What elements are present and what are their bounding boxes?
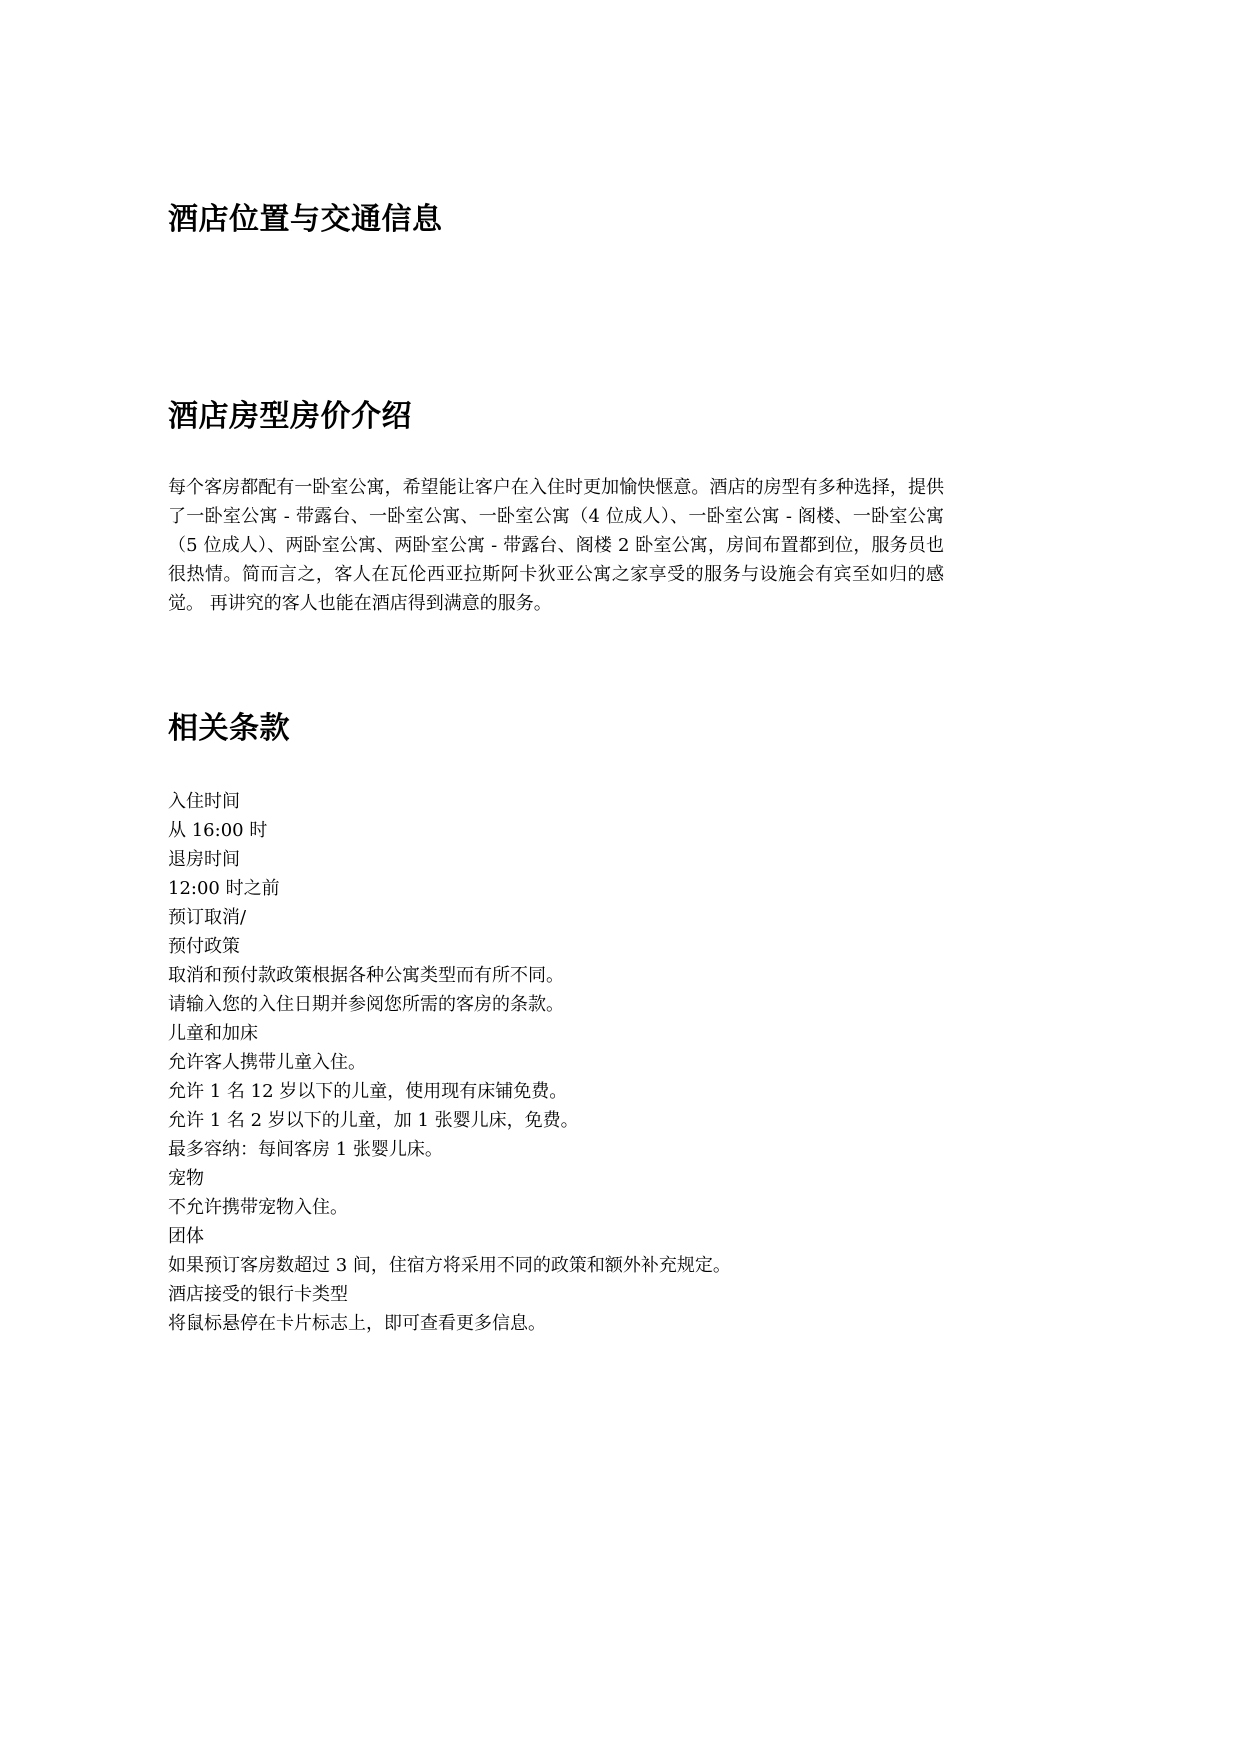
terms-heading: 相关条款 <box>168 711 290 746</box>
terms-line: 退房时间 <box>168 849 240 870</box>
terms-line: 最多容纳：每间客房 1 张婴儿床。 <box>168 1139 443 1160</box>
rooms-heading: 酒店房型房价介绍 <box>168 399 412 434</box>
rooms-intro-paragraph: 每个客房都配有一卧室公寓，希望能让客户在入住时更加愉快惬意。酒店的房型有多种选择，提供了一卧室公寓 - 带露台、一卧室公寓、一卧室公寓（4 位成人）、一卧室公寓 - 阁楼、一卧室公寓（5 位成人）、两卧室公寓、两卧室公寓 - 带露台、阁楼 2 卧室公寓，房间布置都到位，服务员也很热情。简而言之，客人在瓦伦西亚拉斯阿卡狄亚公寓之家享受的服务与设施会有宾至如归的感觉。 再讲究的客人也能在酒店得到满意的服务。 <box>168 477 944 614</box>
terms-line: 儿童和加床 <box>168 1023 258 1044</box>
terms-line: 宠物 <box>168 1168 204 1189</box>
terms-line: 预订取消/ <box>168 907 247 928</box>
terms-line: 酒店接受的银行卡类型 <box>168 1284 348 1305</box>
terms-line: 允许 1 名 2 岁以下的儿童，加 1 张婴儿床，免费。 <box>168 1110 579 1131</box>
terms-line: 允许 1 名 12 岁以下的儿童，使用现有床铺免费。 <box>168 1081 568 1102</box>
terms-line: 从 16:00 时 <box>168 820 268 841</box>
terms-line: 预付政策 <box>168 936 240 957</box>
terms-line: 团体 <box>168 1226 204 1247</box>
terms-line: 允许客人携带儿童入住。 <box>168 1052 366 1073</box>
terms-line: 12:00 时之前 <box>168 878 280 899</box>
terms-line: 请输入您的入住日期并参阅您所需的客房的条款。 <box>168 994 564 1015</box>
terms-line: 如果预订客房数超过 3 间，住宿方将采用不同的政策和额外补充规定。 <box>168 1255 731 1276</box>
location-heading: 酒店位置与交通信息 <box>168 202 443 237</box>
terms-line: 不允许携带宠物入住。 <box>168 1197 348 1218</box>
terms-line: 入住时间 <box>168 791 240 812</box>
terms-line: 将鼠标悬停在卡片标志上，即可查看更多信息。 <box>168 1313 546 1334</box>
terms-line: 取消和预付款政策根据各种公寓类型而有所不同。 <box>168 965 564 986</box>
terms-list <box>168 787 731 1338</box>
